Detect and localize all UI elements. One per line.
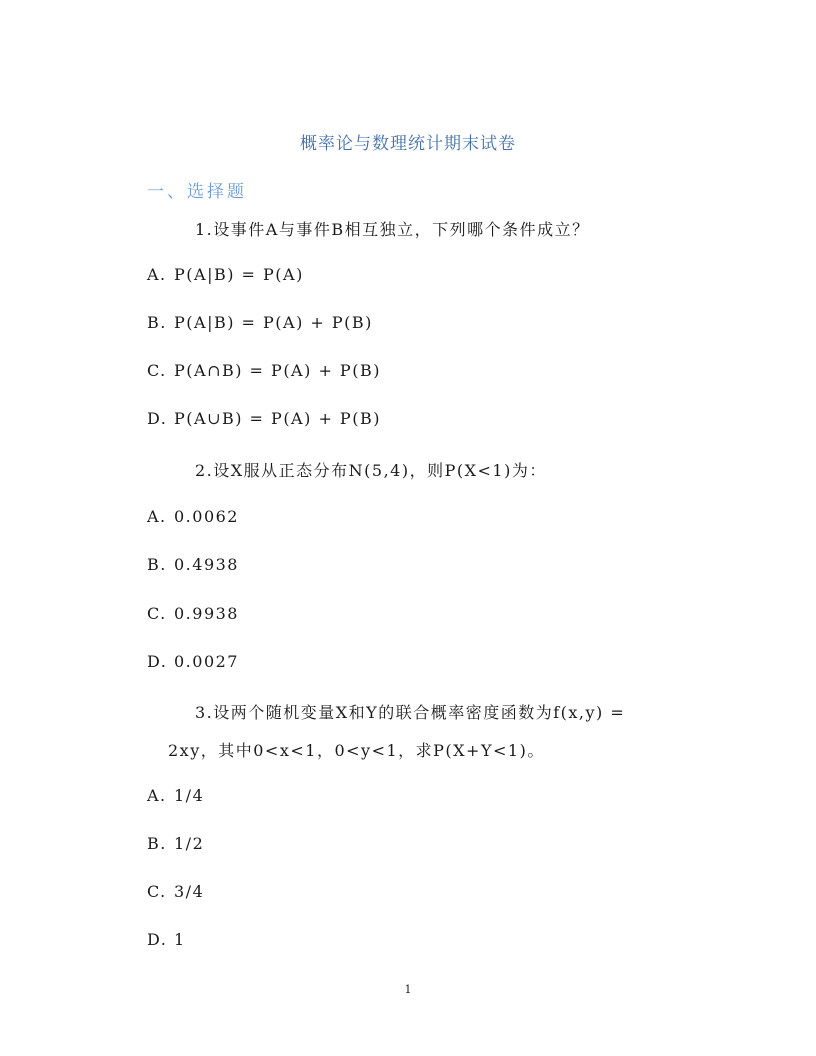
- question-3-option-a: [147, 786, 204, 805]
- document-title: 概率论与数理统计期末试卷: [300, 134, 516, 154]
- option-text: 1/4: [174, 786, 205, 805]
- option-text: 0.0062: [174, 507, 239, 526]
- question-2-stem: 2.设X服从正态分布N(5,4)，则P(X<1)为：: [195, 461, 547, 480]
- question-3-option-c: [147, 882, 204, 901]
- question-3-stem-continued: 2xy，其中0<x<1，0<y<1，求P(X+Y<1)。: [168, 741, 545, 760]
- question-3-option-d: [147, 930, 186, 949]
- option-letter: B.: [147, 555, 167, 574]
- question-2-option-c: [147, 604, 239, 623]
- section-heading: 一、选择题: [147, 182, 247, 202]
- question-2-option-d: [147, 652, 239, 671]
- question-1-option-c: [147, 361, 381, 380]
- option-text: P(A∪B) = P(A) + P(B): [174, 409, 381, 428]
- option-text: P(A∩B) = P(A) + P(B): [174, 361, 381, 380]
- option-letter: B.: [147, 834, 167, 853]
- option-letter: D.: [147, 409, 168, 428]
- page-number: 1: [404, 983, 412, 996]
- option-letter: D.: [147, 652, 168, 671]
- question-1-stem: 1.设事件A与事件B相互独立，下列哪个条件成立？: [195, 220, 590, 239]
- question-2-option-b: [147, 555, 239, 574]
- option-letter: A.: [147, 786, 167, 805]
- option-text: 3/4: [174, 882, 205, 901]
- question-3-stem: 3.设两个随机变量X和Y的联合概率密度函数为f(x,y) =: [195, 703, 626, 722]
- option-text: P(A|B) = P(A): [174, 265, 304, 284]
- option-letter: A.: [147, 265, 167, 284]
- question-1-option-d: [147, 409, 381, 428]
- option-text: P(A|B) = P(A) + P(B): [174, 313, 373, 332]
- option-letter: D.: [147, 930, 168, 949]
- question-1-option-b: [147, 313, 373, 332]
- option-text: 0.9938: [174, 604, 239, 623]
- option-letter: C.: [147, 604, 167, 623]
- option-text: 0.0027: [174, 652, 239, 671]
- option-letter: C.: [147, 882, 167, 901]
- option-letter: B.: [147, 313, 167, 332]
- question-2-option-a: [147, 507, 239, 526]
- option-text: 1/2: [174, 834, 205, 853]
- option-letter: C.: [147, 361, 167, 380]
- question-1-option-a: [147, 265, 304, 284]
- option-letter: A.: [147, 507, 167, 526]
- option-text: 0.4938: [174, 555, 239, 574]
- option-text: 1: [174, 930, 186, 949]
- question-3-option-b: [147, 834, 204, 853]
